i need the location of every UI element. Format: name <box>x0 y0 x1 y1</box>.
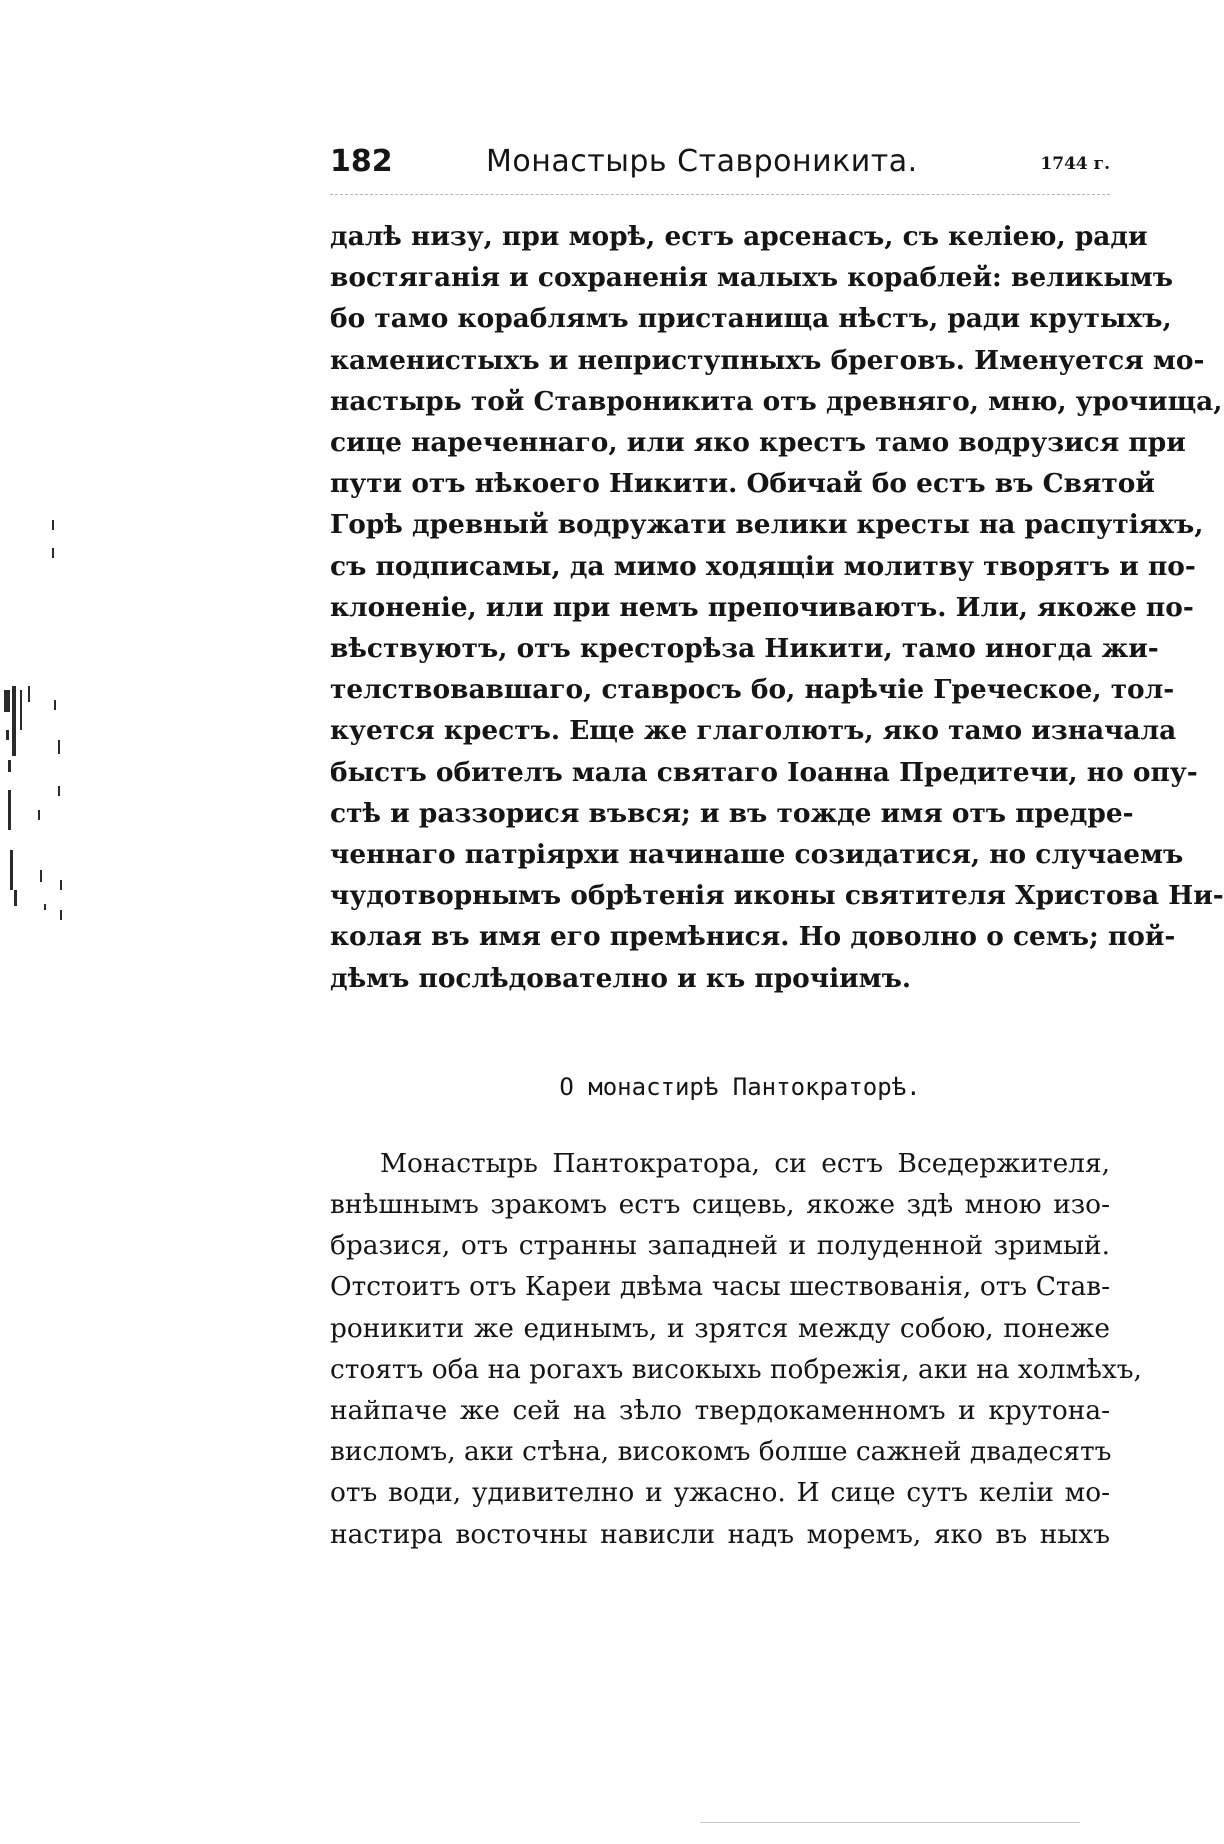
text-line: настира восточны нависли надъ моремъ, яко въ ныхъ <box>330 1518 1110 1550</box>
text-line: клоненіе, или при немъ препочиваютъ. Или, якоже по- <box>330 591 1194 623</box>
text-line: далѣ низу, при морѣ, естъ арсенасъ, съ келіею, ради <box>330 221 1148 252</box>
text-line: вѣствуютъ, отъ кресторѣза Никити, тамо иногда жи- <box>330 633 1159 665</box>
text-line: бразися, отъ странны западней и полуденной зримый. <box>330 1230 1110 1262</box>
text-line: Отстоитъ отъ Кареи двѣма часы шествованія, отъ Став- <box>330 1271 1110 1303</box>
header-rule <box>330 194 1110 195</box>
text-line: Монастырь Пантократора, си естъ Вседержителя, <box>380 1147 1110 1179</box>
text-line: внѣшнымъ зракомъ естъ сицевь, якоже здѣ мною изо- <box>330 1189 1110 1221</box>
section-heading: О монастирѣ Пантократорѣ. <box>559 1072 921 1101</box>
paragraph-stavronikita <box>330 216 1224 999</box>
text-line: колая въ имя его премѣнися. Но доволно о семъ; пой- <box>330 921 1176 953</box>
text-line: съ подписамы, да мимо ходящіи молитву творятъ и по- <box>330 550 1196 582</box>
running-head <box>330 140 1110 188</box>
page-number: 182 <box>330 144 393 179</box>
binding-edge-marks <box>0 0 120 1844</box>
text-line: быстъ обителъ мала святаго Іоанна Предитечи, но опу- <box>330 756 1198 788</box>
book-page <box>330 140 1224 1555</box>
text-line: найпаче же сей на зѣло твердокаменномъ и крутона- <box>330 1395 1110 1427</box>
text-line: бо тамо кораблямъ пристанища нѣстъ, ради крутыхъ, <box>330 303 1172 335</box>
text-line: куется крестъ. Еще же глаголютъ, яко тамо изначала <box>330 715 1177 747</box>
running-title: Монастырь Ставроникита. <box>486 144 918 179</box>
paragraph-pantokrator <box>330 1143 1142 1555</box>
header-year: 1744 г. <box>1040 154 1110 174</box>
text-line: сице нареченнаго, или яко крестъ тамо водрузися при <box>330 427 1186 459</box>
bottom-rule <box>700 1822 1080 1823</box>
text-line: каменистыхъ и неприступныхъ бреговъ. Именуется мо- <box>330 344 1205 376</box>
text-line: висломъ, аки стѣна, високомъ болше сажней двадесятъ <box>330 1436 1112 1468</box>
text-line: чудотворнымъ обрѣтенія иконы святителя Христова Ни- <box>330 880 1224 912</box>
text-line: стѣ и раззорися въвся; и въ тожде имя отъ предре- <box>330 797 1134 829</box>
text-line: ченнаго патріярхи начинаше созидатися, но случаемъ <box>330 839 1184 871</box>
text-line: Горѣ древный водружати велики кресты на распутіяхъ, <box>330 509 1204 541</box>
text-line: настырь той Ставроникита отъ древняго, мню, урочища, <box>330 385 1223 417</box>
text-line: отъ води, удивително и ужасно. И сице сутъ келіи мо- <box>330 1477 1110 1509</box>
text-line: стоятъ оба на рогахъ високыхь побрежія, аки на холмѣхъ, <box>330 1353 1142 1385</box>
text-line: роникити же единымъ, и зрятся между собою, понеже <box>330 1312 1110 1344</box>
text-line: пути отъ нѣкоего Никити. Обичай бо естъ въ Святой <box>330 468 1155 500</box>
text-line: востяганія и сохраненія малыхъ кораблей: великымъ <box>330 262 1173 294</box>
text-line: телствовавшаго, ставросъ бо, нарѣчіе Греческое, тол- <box>330 674 1175 706</box>
text-line: дѣмъ послѣдователно и къ прочіимъ. <box>330 962 912 994</box>
